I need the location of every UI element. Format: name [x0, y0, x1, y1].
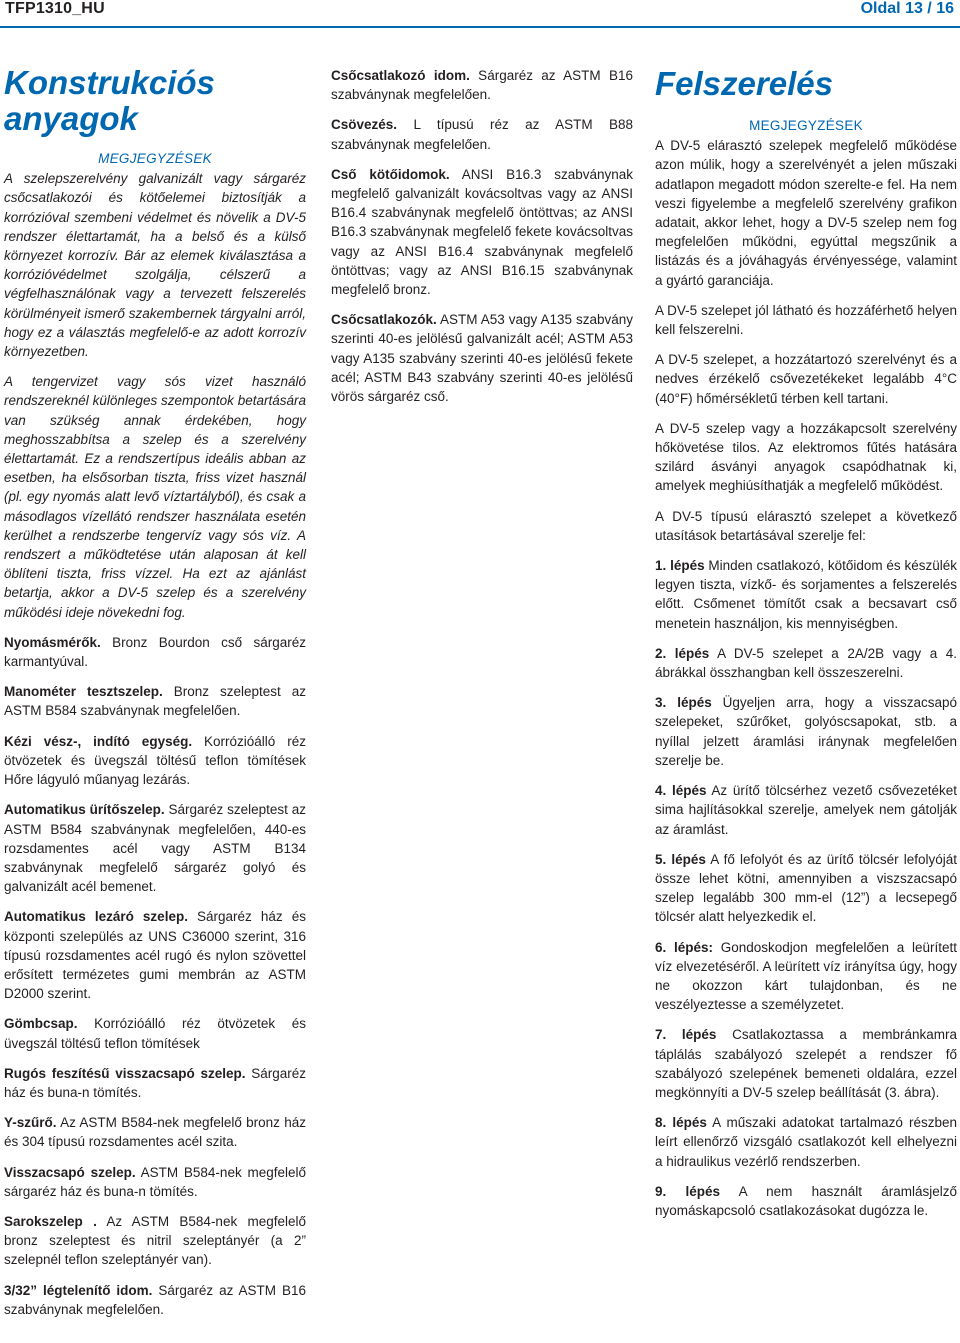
- materials-list: [331, 66, 633, 406]
- installation-paragraph: A DV-5 szelep vagy a hozzákapcsolt szerelvény hőkövetése tilos. Az elektromos fűtés hatására szilárd ásványi anyagok csapódhatnak ki, amelyek meghiúsíthatják a megfelelő működést.: [655, 420, 957, 494]
- material-term: Rugós feszítésű visszacsapó szelep.: [4, 1065, 246, 1081]
- material-term: Csőcsatlakozó idom.: [331, 68, 470, 83]
- note-paragraph: A szelepszerelvény galvanizált vagy sárgaréz csőcsatlakozói és kötőelemei biztosítják a korrózióval szembeni védelmet és növelik a DV-5 rendszer élettartamát, ha a belső és a külső környezet korrozív. Bár az elemek kiválasztása a korrózióvédelmet szolgálja, célszerű a végfelhasználónak vagy a tervezett felszerelés körülményeit ismerő szakembernek tárgyalni arról, hogy ez a választás megfelelő-e az adott korrozív környezetben.: [4, 171, 306, 360]
- material-term: Csőcsatlakozók.: [331, 312, 437, 328]
- material-term: Manométer tesztszelep.: [4, 684, 163, 700]
- material-term: Kézi vész-, indító egység.: [4, 733, 193, 749]
- material-description: Korrózióálló réz ötvözetek és üvegszál töltésű teflon tömítések: [4, 1016, 306, 1051]
- material-item: [4, 732, 306, 790]
- installation-paragraph: A DV-5 elárasztó szelepek megfelelő működése azon múlik, hogy a szerelvényét a jelen műszaki adatlapon megadott módon szerelte-e fel. Ha nem veszi figyelembe a megfelelő szerelvény grafikon adatait, akkor lehet, hogy a DV-5 szelep nem fog megfelelően működni, egyúttal megszűnik a listázás és a jóváhagyás érvényessége, valamint a gyártó garanciája.: [655, 138, 957, 288]
- material-description: Bronz Bourdon cső sárgaréz karmantyúval.: [4, 634, 306, 670]
- installation-paragraph: A DV-5 típusú elárasztó szelepet a következő utasítások betartásával szerelje fel:: [655, 508, 957, 543]
- step-text: Minden csatlakozó, kötőidom és készülék legyen tiszta, vízkő- és sorjamentes a felszerelés előtt. Csőmenet tömítőt csak a becsavart cső menetein használjon, kis mennyiségben.: [655, 558, 958, 631]
- installation-step: [655, 693, 957, 770]
- step-text: A fő lefolyót és az ürítő tölcsér lefolyóját össze lehet kötni, amennyiben a viszszacsapó szelep legalább 300 mm-el (12”) a lecsepegő tölcsér alatt helyezkedik el.: [655, 851, 957, 925]
- installation-step: [655, 556, 957, 633]
- step-text: A DV-5 szelepet a 2A/2B vagy a 4. ábrákkal összhangban kell összeszerelni.: [655, 645, 958, 681]
- material-description: Sárgaréz ház és buna-n tömítés.: [4, 1065, 306, 1100]
- installation-notes: [655, 136, 957, 545]
- material-description: Korrózióálló réz ötvözetek és üvegszál töltésű teflon tömítések Hőre lágyuló műanyag lezárás.: [4, 733, 306, 788]
- material-description: Sárgaréz az ASTM B16 szabványnak megfelelően.: [331, 68, 633, 103]
- page-number: Oldal 13 / 16: [860, 0, 954, 17]
- material-item: [331, 310, 633, 406]
- step-label: 3. lépés: [655, 695, 712, 711]
- material-item: [4, 1281, 306, 1319]
- note-paragraph: A tengervizet vagy sós vizet használó rendszereknél különleges szempontok betartására van szükség annak érdekében, hogy meghosszabbítsa a szelep és a szerelvény élettartamát. Ez a rendszertípus ideális abban az esetben, ha elsősorban tiszta, friss vizet használ (pl. egy nyomás alatt levő víztartályból), és csak a másodlagos vízellátó rendszer használata esetén kerülhet a rendszerbe tengervíz vagy sós víz. A rendszert a működtetése után alaposan át kell öblíteni tiszta, friss vízzel. Ha ezt az ajánlást betartja, akkor a DV-5 szelep és a szerelvény működési ideje növekedni fog.: [4, 374, 306, 620]
- material-item: [4, 1064, 306, 1102]
- material-term: Y-szűrő.: [4, 1115, 57, 1131]
- installation-step: [655, 781, 957, 839]
- material-term: Automatikus lezáró szelep.: [4, 909, 188, 925]
- step-text: A műszaki adatokat tartalmazó részben leírt ellenőrző vizsgáló csatlakozót kell elhelyezni a hidraulikus vezérlő rendszerben.: [655, 1115, 958, 1169]
- material-item: [331, 66, 633, 104]
- step-text: Ügyeljen arra, hogy a visszacsapó szelepeket, szűrőket, golyóscsapokat, stb. a nyíllal jelzett áramlási iránynak megfelelően szerelje be.: [655, 695, 957, 768]
- material-description: ASTM B584-nek megfelelő sárgaréz ház és buna-n tömítés.: [4, 1164, 307, 1199]
- material-item: [4, 1014, 306, 1052]
- step-text: A nem használt áramlásjelző nyomáskapcsoló csatlakozásokat dugózza le.: [655, 1183, 958, 1218]
- installation-step: [655, 1182, 957, 1220]
- installation-step: [655, 938, 957, 1015]
- material-item: [331, 115, 633, 153]
- material-description: Sárgaréz szeleptest az ASTM B584 szabványnak megfelelően, 440-es rozsdamentes acél vagy ASTM B134 szabványnak megfelelő sárgaréz golyó és galvanizált acél bemenet.: [4, 802, 306, 895]
- material-term: Automatikus ürítőszelep.: [4, 802, 165, 818]
- step-text: Csatlakoztassa a membránkamra táplálás szabályozó szelepét a rendszer fő szabályozó szelepének bemeneti oldalára, ezzel megkönnyíti a DV-5 szelep beállítását (3. ábra).: [655, 1027, 958, 1100]
- material-item: [4, 1113, 306, 1151]
- section-title-materials: Konstrukciós anyagok: [4, 64, 215, 137]
- material-term: 3/32” légtelenítő idom.: [4, 1282, 153, 1298]
- installation-step: [655, 1025, 957, 1102]
- materials-list: [4, 633, 306, 1319]
- material-description: Az ASTM B584-nek megfelelő bronz szeleptest és nitril szeleptányér (a 2” szelepnél teflon szeleptányér van).: [4, 1213, 307, 1268]
- step-text: Az ürítő tölcsérhez vezető csővezetéket sima hajlításokkal szerelje, amelyek nem gátolják az áramlást.: [655, 783, 958, 837]
- material-item: [331, 165, 633, 299]
- step-label: 2. lépés: [655, 645, 710, 661]
- material-item: [4, 682, 306, 720]
- material-item: [4, 907, 306, 1003]
- material-description: L típusú réz az ASTM B88 szabványnak megfelelően.: [331, 117, 633, 152]
- installation-step: [655, 644, 957, 682]
- section-title-installation: Felszerelés: [655, 65, 833, 102]
- step-text: Gondoskodjon megfelelően a leürített víz elvezetéséről. A leürített víz irányítsa úgy, hogy ne okozzon kárt tulajdonban, és ne veszélyeztesse a személyzetet.: [655, 939, 957, 1013]
- material-description: Az ASTM B584-nek megfelelő bronz ház és 304 típusú rozsdamentes acél szita.: [4, 1115, 306, 1150]
- column-installation: [655, 66, 957, 1231]
- column-materials: [4, 60, 306, 1330]
- installation-paragraph: A DV-5 szelepet jól látható és hozzáférhető helyen kell felszerelni.: [655, 302, 957, 338]
- material-description: ANSI B16.3 szabványnak megfelelő galvanizált kovácsoltvas vagy az ANSI B16.4 szabványnak megfelelő öntöttvas; az ANSI B16.3 szabványnak megfelelő fekete kovácsoltvas vagy az ANSI B16.4 szabványnak megfelelő öntöttvas; vagy az ANSI B16.15 szabványnak megfelelő bronz.: [331, 166, 633, 298]
- step-label: 7. lépés: [655, 1027, 717, 1043]
- step-label: 1. lépés: [655, 558, 705, 574]
- material-item: [4, 1163, 306, 1201]
- step-label: 9. lépés: [655, 1183, 721, 1199]
- material-item: [4, 800, 306, 896]
- header-divider: [0, 26, 960, 28]
- installation-steps: [655, 556, 957, 1220]
- column-materials-cont: [331, 66, 633, 417]
- material-term: Nyomásmérők.: [4, 634, 101, 650]
- material-term: Cső kötőidomok.: [331, 166, 450, 182]
- step-label: 5. lépés: [655, 851, 706, 867]
- document-id: TFP1310_HU: [5, 0, 105, 17]
- material-description: Sárgaréz ház és központi szelepülés az UNS C36000 szerint, 316 típusú rozsdamentes acél rugó és nylon szövettel erősített termézetes gumi membrán az ASTM D2000 szerint.: [4, 909, 306, 1002]
- installation-step: [655, 850, 957, 927]
- material-description: Bronz szeleptest az ASTM B584 szabványnak megfelelően.: [4, 684, 307, 719]
- material-item: [4, 1212, 306, 1270]
- material-item: [4, 633, 306, 671]
- installation-step: [655, 1113, 957, 1171]
- step-label: 8. lépés: [655, 1115, 707, 1131]
- step-label: 6. lépés:: [655, 939, 713, 955]
- material-term: Sarokszelep .: [4, 1213, 97, 1229]
- material-description: ASTM A53 vagy A135 szabvány szerinti 40-es jelölésű galvanizált acél; ASTM A53 vagy A135 szabvány szerinti 40-es jelölésű fekete acél; ASTM B43 szabvány szerinti 40-es jelölésű vörös sárgaréz cső.: [331, 312, 633, 405]
- installation-paragraph: A DV-5 szelepet, a hozzátartozó szerelvényt és a nedves érzékelő csővezetékeket legalább 4°C (40°F) hőmérsékletű térben kell tartani.: [655, 352, 957, 406]
- material-description: Sárgaréz az ASTM B16 szabványnak megfelelően.: [4, 1282, 306, 1317]
- notes-heading: MEGJEGYZÉSEK: [98, 151, 212, 166]
- material-term: Visszacsapó szelep.: [4, 1164, 136, 1180]
- material-term: Csövezés.: [331, 117, 398, 133]
- material-term: Gömbcsap.: [4, 1016, 78, 1032]
- notes-heading: MEGJEGYZÉSEK: [749, 118, 863, 133]
- step-label: 4. lépés: [655, 783, 707, 799]
